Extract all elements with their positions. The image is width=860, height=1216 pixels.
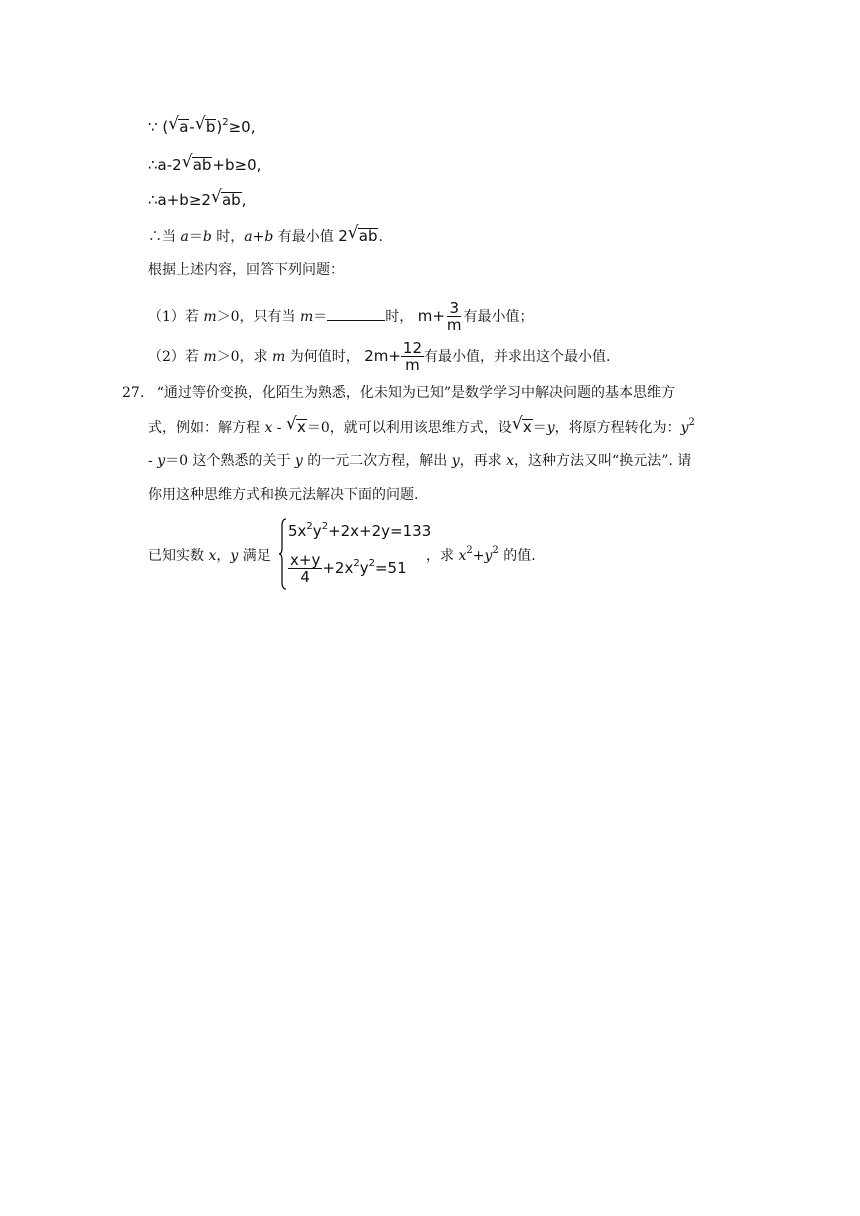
sqrt-b: √ b [194, 114, 216, 136]
sqrt-ab: √ ab [210, 187, 241, 209]
fraction-expression: 2m+ $\frac{12}{m}$ [364, 339, 423, 374]
problem-27-line-2: 式，例如：解方程 x - √ x＝0，就可以利用该思维方式，设 √ x＝y，将原方程转化为：$y^2$ [148, 414, 695, 436]
system-intro: 已知实数 x，y 满足 [148, 548, 271, 564]
because-symbol: ∵ [148, 118, 158, 136]
problem-number: 27. [122, 385, 145, 401]
problem-27-line-4: 你用这种思维方式和换元法解决下面的问题. [148, 487, 419, 503]
question-2: （2）若 m＞0，求 m 为何值时， 2m+ $\frac{12}{m}$ 有最小值，并求出这个最小值. [148, 339, 611, 374]
left-brace [279, 518, 287, 590]
answer-blank[interactable] [327, 306, 385, 321]
therefore-symbol: ∴ [148, 229, 162, 245]
fraction-expression: m+ $\frac{3}{m}$ [417, 299, 462, 334]
system-question: ，求 $x^2+y^2$ 的值. [426, 545, 536, 564]
therefore-symbol: ∴ [148, 191, 158, 209]
proof-line-2: ∴a-2 √ ab+b≥0, [148, 152, 262, 174]
sqrt-ab: √ ab [181, 152, 212, 174]
sqrt-a: √ a [168, 114, 189, 136]
question-1: （1）若 m＞0，只有当 m＝ 时， m+ $\frac{3}{m}$ 有最小值； [148, 299, 534, 334]
proof-line-4: ∴当 a＝b 时，a+b 有最小值 2 √ ab. [148, 223, 383, 245]
min-value-expr: 2 √ ab [338, 223, 378, 245]
equation-1: $5x^2y^2+2x+2y=133$ [288, 521, 432, 540]
proof-line-1: ∵ ( √ a- √ b)$^2$≥0, [148, 114, 256, 136]
therefore-symbol: ∴ [148, 156, 158, 174]
problem-27-line-1: 27. “通过等价变换，化陌生为熟悉，化未知为已知”是数学学习中解决问题的基本思维方 [122, 385, 676, 401]
intro-text: 根据上述内容，回答下列问题： [148, 262, 344, 278]
proof-line-3: ∴a+b≥2 √ ab, [148, 187, 247, 209]
problem-27-line-3: - y＝0 这个熟悉的关于 y 的一元二次方程，解出 y，再求 x，这种方法又叫“换元法”. 请 [148, 453, 692, 469]
equation-2: $\frac{x+y}{4}$ $+2x^2y^2=51$ [290, 551, 407, 586]
